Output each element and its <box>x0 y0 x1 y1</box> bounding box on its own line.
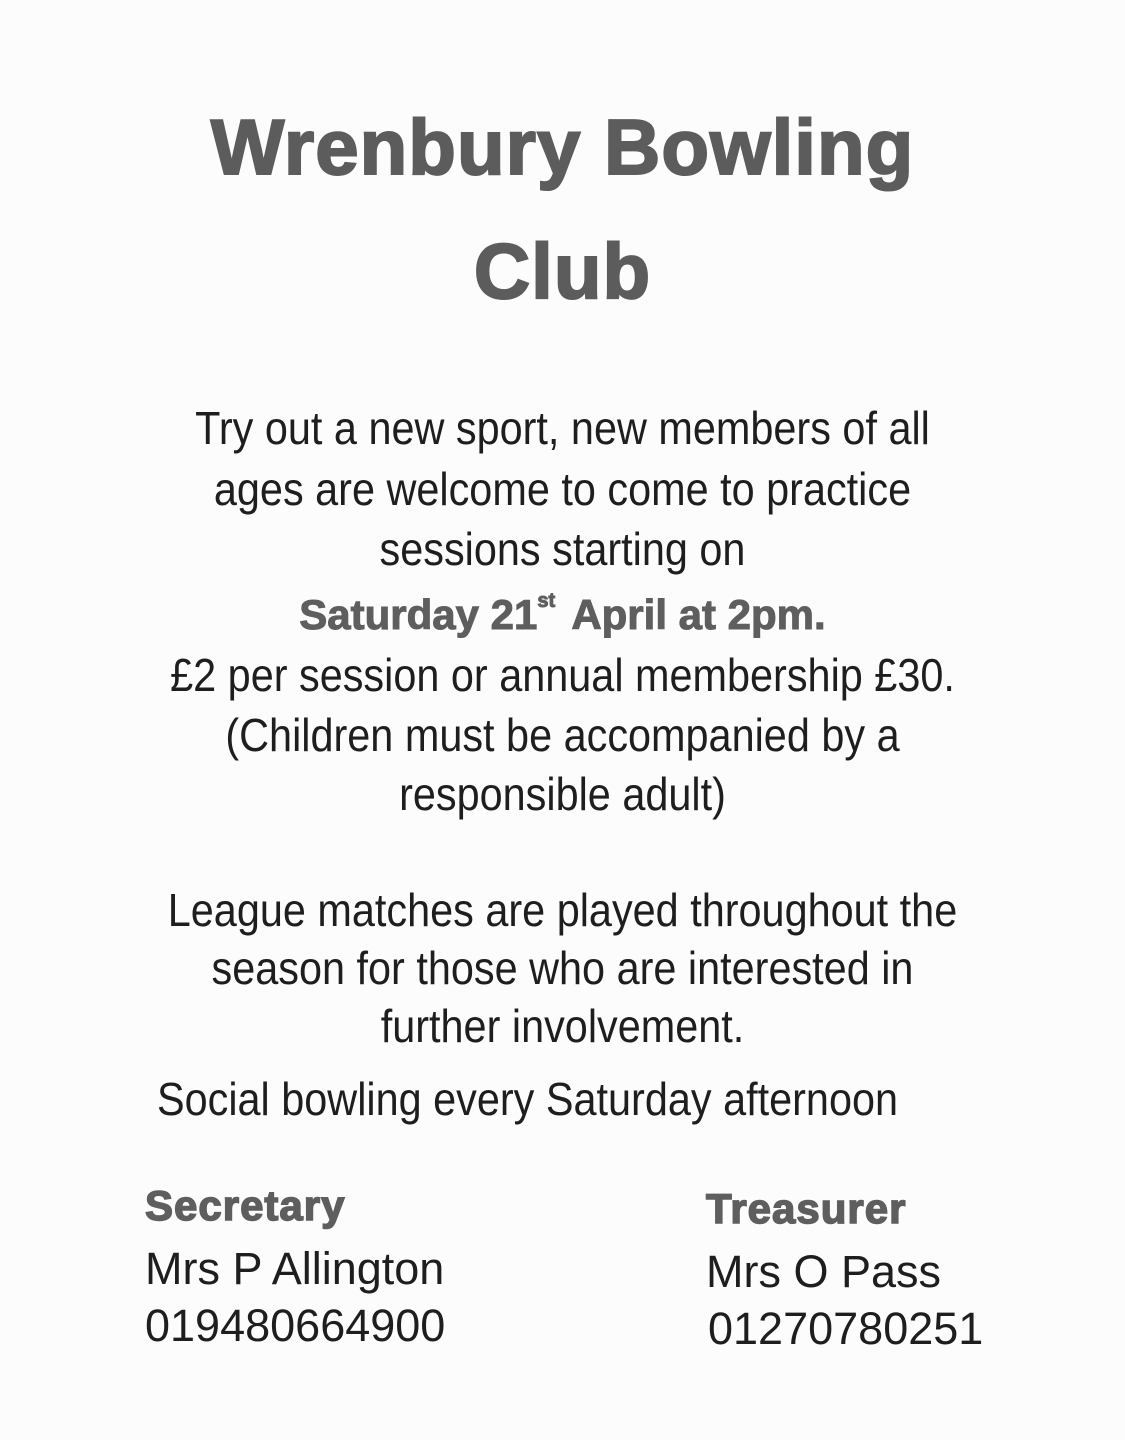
pricing-line-3: responsible adult) <box>399 768 726 820</box>
club-title-line-1: Wrenbury Bowling <box>210 103 915 191</box>
start-date-prefix: Saturday 21 <box>299 591 538 638</box>
start-date <box>0 591 1125 636</box>
secretary-name: Mrs P Allington <box>145 1243 445 1294</box>
start-date-suffix: April at 2pm. <box>561 591 826 638</box>
league-line-2: season for those who are interested in <box>211 942 914 994</box>
secretary-phone: 019480664900 <box>145 1300 446 1351</box>
league-line-1: League matches are played throughout the <box>167 884 958 936</box>
treasurer-name: Mrs O Pass <box>706 1246 942 1297</box>
pricing-line-2: (Children must be accompanied by a <box>225 709 900 761</box>
treasurer-role: Treasurer <box>706 1185 907 1232</box>
social-bowling-line: Social bowling every Saturday afternoon <box>156 1073 899 1125</box>
treasurer-phone: 01270780251 <box>708 1303 984 1354</box>
intro-line-3: sessions starting on <box>379 523 746 575</box>
league-line-3: further involvement. <box>380 1000 745 1052</box>
pricing-line-1: £2 per session or annual membership £30. <box>170 649 955 701</box>
intro-line-1: Try out a new sport, new members of all <box>195 402 930 454</box>
intro-line-2: ages are welcome to come to practice <box>213 463 912 515</box>
start-date-ordinal: st <box>537 590 556 612</box>
club-title-line-2: Club <box>473 227 652 315</box>
secretary-role: Secretary <box>145 1182 346 1229</box>
